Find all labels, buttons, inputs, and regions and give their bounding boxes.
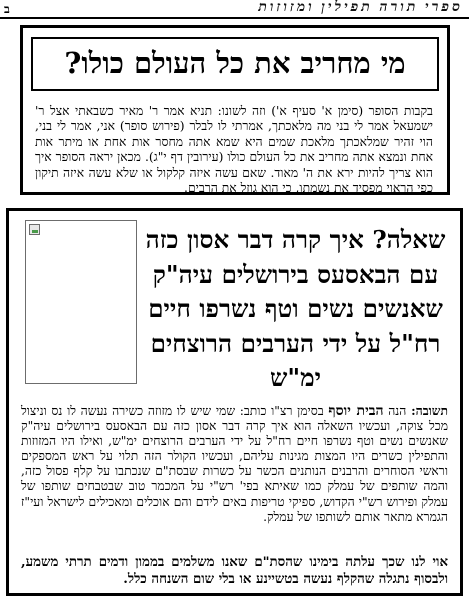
image-placeholder (25, 220, 137, 384)
answer-label: תשובה: (411, 403, 448, 418)
source-name: הבית יוסף (328, 403, 384, 419)
closing-paragraph: אוי לנו שכך עלתה בימינו שהסת"ם שאנו משלמים בממון ודמים תרתי משמע, ולבסוף נתגלה שהקלף נעשה בטשיינע או בלי שום השנחה כלל. (21, 555, 448, 588)
question-heading: שאלה? איך קרה דבר אסון כזה עם הבאסעס בירושלים עיה"ק שאנשים נשים וטף נשרפו חיים רח"ל על ידי הערבים הרוצחים ימ"ש (145, 225, 446, 392)
answer-paragraph (21, 403, 448, 525)
article-box-2 (6, 208, 463, 596)
page-number: ב (4, 2, 10, 16)
running-header-title: ספרי תורה תפילין ומזוזות (258, 0, 463, 15)
answer-body: בסימן רצ"ו כותב: שמי שיש לו מזוזה כשירה נעשה לו נס וניצול מכל צוקה, ועכשיו השאלה הוא איך קרה דבר אסון כזה עם הבאסעס בירושלים עיה"ק שאנשים נשים וטף נשרפו חיים רח"ל על ידי הערבים הרוצחים ימ"ש, ואילו היו המזוזות והתפילין כשרים היו המצות מגינות עליהם, ועכשיו הקולר הזה תלוי על ראש המספקים וראשי הסוחרים והרבנים הנותנים הכשר על כשרות שבסת"ם שנכתבו על קלף פסול כזה, והמה שותפים של עמלק כמו שאיתא בפי' רש"י על המכמר טוב שבטבחים שותפו של עמלק ופירוש רש"י הקדוש, ספיקי טריפות באים לידם והם אוכלים ומאכילים לישראל ועי"ז הגמרא מתאר אותם לשותפו של עמלק. (21, 404, 448, 524)
header-rule (0, 17, 469, 19)
answer-intro: הנה (383, 404, 407, 418)
article-box-1 (20, 25, 450, 195)
article-title: מי מחריב את כל העולם כולו? (31, 37, 439, 91)
broken-image-icon (29, 224, 40, 235)
article-body: בקבות הסופר (סימן א' סעיף א') וזה לשונו: תניא אמר ר' מאיר כשבאתי אצל ר' ישמעאל אמר לי בני מה מלאכתך, אמרתי לו לבלר (פירוש סופר) אני, אמר לי בני, הוי זהיר שמלאכתך מלאכת שמים היא שמא אתה מחסר אות אחת או מיתר אות אחת ונמצא אתה מחריב את כל העולם כולו (עירובין דף י"ג). מכאן יראה הסופר איך הוא צריך להיות ירא את ה' מאוד. שאם עשה איזה קלקול או שלא עשה איזה תיקון כפי הראוי מפסיד את נשמתו, כי הוא גוזל את הרבים. (35, 104, 433, 196)
